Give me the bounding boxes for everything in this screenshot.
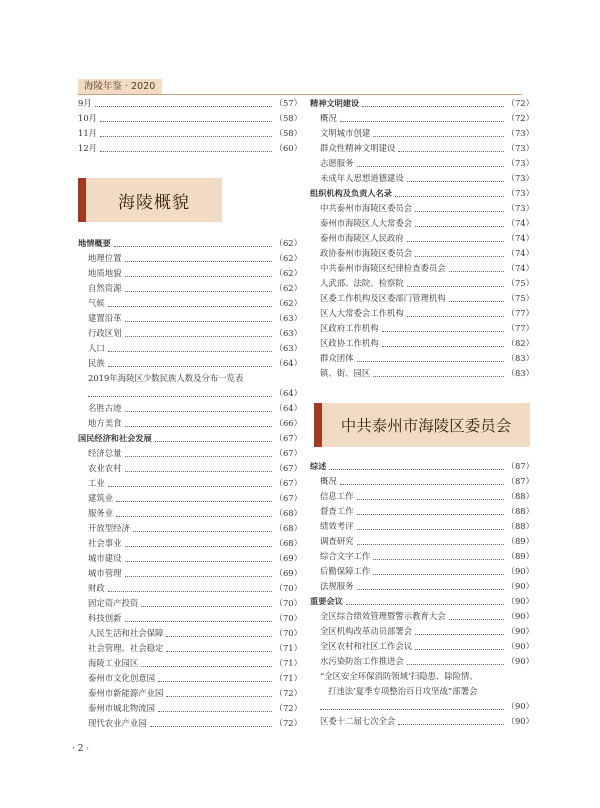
toc-entry[interactable] [78, 356, 302, 371]
toc-entry-page: （70） [274, 583, 302, 593]
toc-entry-page: （57） [274, 98, 302, 108]
toc-entry[interactable] [310, 231, 534, 246]
toc-entry-title: 城市管理 [88, 568, 122, 578]
toc-entry[interactable] [310, 291, 534, 306]
toc-entry-title: 开放型经济 [88, 523, 130, 533]
toc-entry-title: 后勤保障工作 [320, 566, 371, 576]
toc-entry-page: （90） [506, 656, 534, 666]
toc-entry[interactable] [78, 431, 302, 446]
toc-entry-title: 地方美食 [88, 418, 122, 428]
toc-entry-page: （83） [506, 368, 534, 378]
toc-entry[interactable] [78, 126, 302, 141]
toc-entry[interactable] [310, 336, 534, 351]
toc-entry-page: （72） [274, 688, 302, 698]
toc-entry-title: 调查研究 [320, 536, 354, 546]
toc-leader-dots [373, 376, 503, 377]
toc-entry[interactable] [78, 446, 302, 461]
toc-entry[interactable] [310, 714, 534, 729]
toc-entry[interactable] [78, 296, 302, 311]
toc-entry-page: （73） [506, 128, 534, 138]
toc-entry[interactable] [78, 536, 302, 551]
toc-entry[interactable] [310, 639, 534, 654]
toc-entry-page: （88） [506, 506, 534, 516]
toc-entry[interactable] [310, 654, 534, 669]
toc-entry[interactable] [310, 366, 534, 381]
toc-entry-title: 区人大常委会工作机构 [320, 308, 404, 318]
toc-entry-title: 地情概要 [78, 238, 111, 248]
toc-entry[interactable] [310, 186, 534, 201]
toc-leader-dots [382, 346, 504, 347]
toc-entry-page: （71） [274, 658, 302, 668]
toc-leader-dots [449, 271, 504, 272]
toc-entry-page: （70） [274, 613, 302, 623]
toc-entry-title: 现代农业产业园 [88, 718, 147, 728]
toc-entry[interactable] [310, 579, 534, 594]
toc-leader-dots [329, 469, 503, 470]
toc-entry-title: 法规服务 [320, 581, 354, 591]
toc-entry-title: 中共泰州市海陵区委员会 [320, 203, 413, 213]
toc-entry-title: 综述 [310, 461, 327, 471]
toc-entry-title: 泰州市海陵区人民政府 [320, 233, 404, 243]
toc-entry[interactable] [310, 624, 534, 639]
toc-entry-title: 经济总量 [88, 448, 122, 458]
toc-entry-page: （82） [506, 338, 534, 348]
toc-entry[interactable] [78, 141, 302, 156]
toc-entry[interactable] [78, 401, 302, 416]
toc-entry[interactable] [78, 371, 302, 386]
toc-organization-list [310, 96, 534, 381]
toc-entry-page: （74） [506, 233, 534, 243]
toc-entry-page: （75） [506, 293, 534, 303]
toc-entry-page: （64） [274, 358, 302, 368]
toc-entry[interactable] [310, 594, 534, 609]
toc-entry-page: （62） [274, 253, 302, 263]
toc-leader-dots [415, 649, 503, 650]
toc-entry[interactable] [310, 699, 534, 714]
toc-entry[interactable] [310, 459, 534, 474]
toc-entry-title: 区政府工作机构 [320, 323, 379, 333]
yearbook-header-title: 海陵年鉴 · 2020 [78, 79, 162, 95]
toc-entry-title: 地质地貌 [88, 268, 122, 278]
toc-leader-dots [155, 441, 272, 442]
toc-entry-page: （72） [274, 703, 302, 713]
toc-entry-title: 自然资源 [88, 283, 122, 293]
toc-entry[interactable] [78, 476, 302, 491]
toc-entry-title: 区委十二届七次全会 [320, 716, 396, 726]
toc-leader-dots [346, 604, 504, 605]
toc-entry[interactable] [310, 519, 534, 534]
toc-entry-page: （90） [506, 641, 534, 651]
toc-entry[interactable] [310, 201, 534, 216]
toc-leader-dots [407, 664, 504, 665]
toc-entry-title: 泰州市城北物流园 [88, 703, 155, 713]
toc-entry-page: （88） [506, 521, 534, 531]
toc-entry[interactable] [310, 474, 534, 489]
toc-entry[interactable] [78, 686, 302, 701]
toc-entry[interactable] [310, 321, 534, 336]
toc-entry-title: 打违法’夏季专项整治百日攻坚战”部署会 [328, 686, 478, 696]
header-divider [78, 94, 522, 95]
toc-entry-page: （72） [506, 113, 534, 123]
toc-leader-dots [395, 196, 504, 197]
toc-leader-dots [108, 591, 272, 592]
toc-entry-page: （89） [506, 536, 534, 546]
toc-entry-page: （62） [274, 283, 302, 293]
toc-entry-page: （87） [506, 461, 534, 471]
toc-entry[interactable] [310, 306, 534, 321]
toc-entry-page: （63） [274, 343, 302, 353]
toc-leader-dots [166, 696, 271, 697]
toc-entry-page: （89） [506, 551, 534, 561]
toc-leader-dots [449, 301, 504, 302]
toc-entry-page: （90） [506, 581, 534, 591]
toc-entry-title: 农业农村 [88, 463, 122, 473]
toc-entry-page: （71） [274, 643, 302, 653]
toc-entry[interactable] [78, 491, 302, 506]
toc-entry-title: 泰州市文化创意园 [88, 673, 155, 683]
toc-entry[interactable] [78, 281, 302, 296]
toc-entry[interactable] [78, 626, 302, 641]
toc-entry-title: 行政区划 [88, 328, 122, 338]
toc-entry[interactable] [78, 611, 302, 626]
toc-leader-dots [125, 321, 272, 322]
toc-leader-dots [357, 499, 504, 500]
toc-entry-page: （67） [274, 448, 302, 458]
chapter-banner-district-committee[interactable]: 中共泰州市海陵区委员会 [314, 403, 530, 447]
toc-entry-page: （72） [274, 718, 302, 728]
toc-entry-page: （74） [506, 248, 534, 258]
toc-leader-dots [415, 634, 503, 635]
toc-leader-dots [116, 516, 271, 517]
toc-leader-dots [108, 306, 272, 307]
toc-entry[interactable] [78, 521, 302, 536]
toc-entry-title: 建置沿革 [88, 313, 122, 323]
toc-leader-dots [108, 351, 272, 352]
toc-entry[interactable] [310, 246, 534, 261]
toc-entry-title: 志愿服务 [320, 158, 354, 168]
toc-entry-title: 文明城市创建 [320, 128, 371, 138]
toc-leader-dots [88, 396, 272, 397]
toc-entry[interactable] [78, 656, 302, 671]
toc-entry[interactable] [78, 566, 302, 581]
toc-leader-dots [125, 426, 272, 427]
toc-entry-title: 人民生活和社会保障 [88, 628, 164, 638]
toc-entry-page: （73） [506, 143, 534, 153]
toc-entry-title: 组织机构及负责人名录 [310, 188, 392, 198]
toc-leader-dots [449, 619, 504, 620]
toc-entry-title: 全区机构改革动员部署会 [320, 626, 413, 636]
toc-entry[interactable] [310, 489, 534, 504]
toc-leader-dots [382, 331, 504, 332]
toc-entry[interactable] [310, 669, 534, 684]
toc-entry-page: （62） [274, 298, 302, 308]
toc-leader-dots [133, 531, 272, 532]
toc-entry[interactable] [310, 549, 534, 564]
toc-entry-title: 气候 [88, 298, 105, 308]
toc-entry-page: （71） [274, 673, 302, 683]
toc-leader-dots [415, 226, 503, 227]
toc-entry-page: （68） [274, 508, 302, 518]
toc-entry-title: 群众团体 [320, 353, 354, 363]
toc-leader-dots [141, 606, 271, 607]
toc-leader-dots [357, 166, 504, 167]
toc-entry-page: （74） [506, 218, 534, 228]
toc-leader-dots [373, 136, 503, 137]
toc-entry[interactable] [310, 351, 534, 366]
toc-entry[interactable] [78, 581, 302, 596]
toc-entry[interactable] [310, 111, 534, 126]
toc-entry-title: 城市建设 [88, 553, 122, 563]
toc-entry-page: （87） [506, 476, 534, 486]
toc-entry-page: （90） [506, 701, 534, 711]
toc-entry-page: （77） [506, 308, 534, 318]
toc-entry-page: （62） [274, 238, 302, 248]
toc-entry-title: 概况 [320, 113, 337, 123]
toc-leader-dots [125, 291, 272, 292]
toc-entry-title: 10月 [78, 113, 98, 123]
toc-months-list [78, 96, 302, 156]
toc-entry-title: 重要会议 [310, 596, 343, 606]
toc-entry-page: （90） [506, 611, 534, 621]
toc-entry-page: （67） [274, 433, 302, 443]
toc-entry[interactable] [310, 276, 534, 291]
toc-entry[interactable] [78, 96, 302, 111]
toc-entry-page: （64） [274, 388, 302, 398]
toc-leader-dots [340, 121, 504, 122]
toc-leader-dots [100, 151, 272, 152]
toc-leader-dots [125, 411, 272, 412]
toc-entry-page: （73） [506, 158, 534, 168]
toc-entry-title: “全区安全环保消防领域‘扫隐患、除险情、 [320, 671, 478, 681]
toc-entry-page: （69） [274, 553, 302, 563]
toc-entry[interactable] [78, 416, 302, 431]
toc-leader-dots [125, 561, 272, 562]
toc-entry-title: 全区农村和社区工作会议 [320, 641, 413, 651]
toc-entry[interactable] [78, 311, 302, 326]
toc-entry-page: （73） [506, 203, 534, 213]
toc-leader-dots [125, 276, 272, 277]
toc-entry-page: （68） [274, 538, 302, 548]
toc-entry-title: 绩效考评 [320, 521, 354, 531]
toc-entry[interactable] [78, 251, 302, 266]
toc-entry-page: （70） [274, 628, 302, 638]
toc-leader-dots [373, 559, 503, 560]
toc-leader-dots [125, 456, 272, 457]
toc-entry-title: 区政协工作机构 [320, 338, 379, 348]
toc-entry-page: （90） [506, 596, 534, 606]
toc-leader-dots [415, 211, 503, 212]
toc-leader-dots [95, 106, 272, 107]
toc-entry-page: （77） [506, 323, 534, 333]
toc-entry-title: 海陵工业园区 [88, 658, 139, 668]
toc-leader-dots [357, 529, 504, 530]
toc-entry-title: 科技创新 [88, 613, 122, 623]
toc-entry[interactable] [78, 596, 302, 611]
toc-entry-title: 人口 [88, 343, 105, 353]
toc-entry-title: 中共泰州市海陵区纪律检查委员会 [320, 263, 446, 273]
toc-leader-dots [158, 681, 272, 682]
toc-leader-dots [125, 546, 272, 547]
toc-entry[interactable] [78, 641, 302, 656]
toc-entry-page: （58） [274, 128, 302, 138]
toc-entry-title: 综合文字工作 [320, 551, 371, 561]
toc-entry[interactable] [78, 461, 302, 476]
toc-entry-page: （62） [274, 268, 302, 278]
toc-entry-page: （68） [274, 523, 302, 533]
toc-leader-dots [357, 514, 504, 515]
toc-leader-dots [357, 361, 504, 362]
toc-entry[interactable] [78, 266, 302, 281]
toc-leader-dots [108, 366, 272, 367]
toc-entry-title: 督查工作 [320, 506, 354, 516]
toc-leader-dots [100, 121, 272, 122]
toc-entry[interactable] [310, 96, 534, 111]
toc-leader-dots [357, 589, 504, 590]
toc-leader-dots [362, 106, 503, 107]
toc-entry-title: 固定资产投资 [88, 598, 139, 608]
toc-entry-page: （73） [506, 188, 534, 198]
toc-entry-title: 11月 [78, 128, 98, 138]
toc-entry-page: （74） [506, 263, 534, 273]
toc-leader-dots [125, 621, 272, 622]
toc-entry[interactable] [310, 609, 534, 624]
toc-leader-dots [407, 316, 504, 317]
toc-entry-title: 工业 [88, 478, 105, 488]
toc-entry-title: 水污染防治工作推进会 [320, 656, 404, 666]
toc-entry-title: 国民经济和社会发展 [78, 433, 152, 443]
toc-entry[interactable] [310, 504, 534, 519]
toc-leader-dots [415, 256, 503, 257]
toc-entry-page: （88） [506, 491, 534, 501]
toc-entry-page: （58） [274, 113, 302, 123]
toc-leader-dots [150, 726, 272, 727]
toc-entry[interactable] [310, 156, 534, 171]
toc-hailing-overview-list [78, 236, 302, 731]
toc-leader-dots [158, 711, 272, 712]
toc-entry-title: 地理位置 [88, 253, 122, 263]
toc-entry-title: 精神文明建设 [310, 98, 360, 108]
toc-entry-title: 政协泰州市海陵区委员会 [320, 248, 413, 258]
toc-entry[interactable] [78, 716, 302, 731]
toc-leader-dots [407, 181, 504, 182]
toc-entry[interactable] [78, 236, 302, 251]
toc-entry-title: 泰州市新能源产业园 [88, 688, 164, 698]
toc-entry[interactable] [78, 326, 302, 341]
toc-entry-title: 未成年人思想道德建设 [320, 173, 404, 183]
toc-leader-dots [125, 576, 272, 577]
toc-entry[interactable] [78, 341, 302, 356]
toc-entry-page: （70） [274, 598, 302, 608]
toc-leader-dots [398, 151, 503, 152]
toc-entry-title: 人武部、法院、检察院 [320, 278, 404, 288]
toc-entry-title: 社会管理、社会稳定 [88, 643, 164, 653]
toc-leader-dots [373, 574, 503, 575]
toc-entry-page: （63） [274, 328, 302, 338]
toc-entry-title: 群众性精神文明建设 [320, 143, 396, 153]
toc-entry[interactable] [310, 171, 534, 186]
toc-entry-title: 民族 [88, 358, 105, 368]
toc-leader-dots [100, 136, 272, 137]
toc-entry-page: （67） [274, 463, 302, 473]
toc-leader-dots [125, 336, 272, 337]
toc-entry-page: （69） [274, 568, 302, 578]
toc-leader-dots [166, 651, 271, 652]
toc-entry-title: 财政 [88, 583, 105, 593]
toc-leader-dots [357, 544, 504, 545]
toc-leader-dots [114, 246, 272, 247]
toc-entry[interactable] [310, 216, 534, 231]
toc-entry-page: （90） [506, 566, 534, 576]
toc-entry[interactable] [78, 701, 302, 716]
toc-entry[interactable] [310, 261, 534, 276]
toc-entry-title: 泰州市海陵区人大常委会 [320, 218, 413, 228]
toc-entry-title: 12月 [78, 143, 98, 153]
toc-entry[interactable] [310, 141, 534, 156]
toc-leader-dots [125, 261, 272, 262]
toc-entry-page: （90） [506, 626, 534, 636]
toc-entry-page: （67） [274, 493, 302, 503]
toc-entry[interactable] [78, 111, 302, 126]
toc-entry-page: （67） [274, 478, 302, 488]
toc-entry-title: 全区综合绩效管理暨警示教育大会 [320, 611, 446, 621]
toc-leader-dots [125, 471, 272, 472]
toc-entry-page: （63） [274, 313, 302, 323]
toc-entry[interactable] [310, 534, 534, 549]
toc-leader-dots [407, 286, 504, 287]
toc-entry-page: （66） [274, 418, 302, 428]
toc-entry-page: （73） [506, 173, 534, 183]
toc-district-committee-list [310, 459, 534, 729]
toc-leader-dots [407, 241, 504, 242]
chapter-banner-hailing-overview[interactable]: 海陵概貌 [78, 178, 222, 222]
toc-entry-title: 建筑业 [88, 493, 114, 503]
toc-entry-title: 社会事业 [88, 538, 122, 548]
toc-entry-title: 信息工作 [320, 491, 354, 501]
toc-entry[interactable] [310, 564, 534, 579]
toc-left-column [78, 96, 302, 731]
toc-entry-title: 区委工作机构及区委部门管理机构 [320, 293, 446, 303]
toc-entry-title: 服务业 [88, 508, 114, 518]
toc-entry-page: （75） [506, 278, 534, 288]
toc-leader-dots [340, 484, 504, 485]
toc-entry-title: 镇、街、园区 [320, 368, 371, 378]
toc-leader-dots [166, 636, 271, 637]
toc-entry-page: （90） [506, 716, 534, 726]
toc-leader-dots [320, 709, 504, 710]
toc-entry-page: （60） [274, 143, 302, 153]
toc-entry-page: （64） [274, 403, 302, 413]
toc-leader-dots [116, 501, 271, 502]
toc-entry-title: 概况 [320, 476, 337, 486]
toc-entry[interactable] [78, 671, 302, 686]
toc-entry[interactable] [310, 684, 534, 699]
toc-right-column [310, 96, 534, 729]
toc-entry-title: 2019年海陵区少数民族人数及分布一览表 [88, 373, 244, 383]
toc-entry-page: （72） [506, 98, 534, 108]
toc-leader-dots [398, 724, 503, 725]
page-number: · 2 · [72, 744, 90, 754]
toc-entry[interactable] [78, 386, 302, 401]
toc-entry[interactable] [78, 506, 302, 521]
toc-leader-dots [141, 666, 271, 667]
toc-entry-title: 名胜古迹 [88, 403, 122, 413]
toc-entry[interactable] [310, 126, 534, 141]
toc-entry-page: （83） [506, 353, 534, 363]
toc-entry[interactable] [78, 551, 302, 566]
toc-leader-dots [108, 486, 272, 487]
toc-entry-title: 9月 [78, 98, 92, 108]
